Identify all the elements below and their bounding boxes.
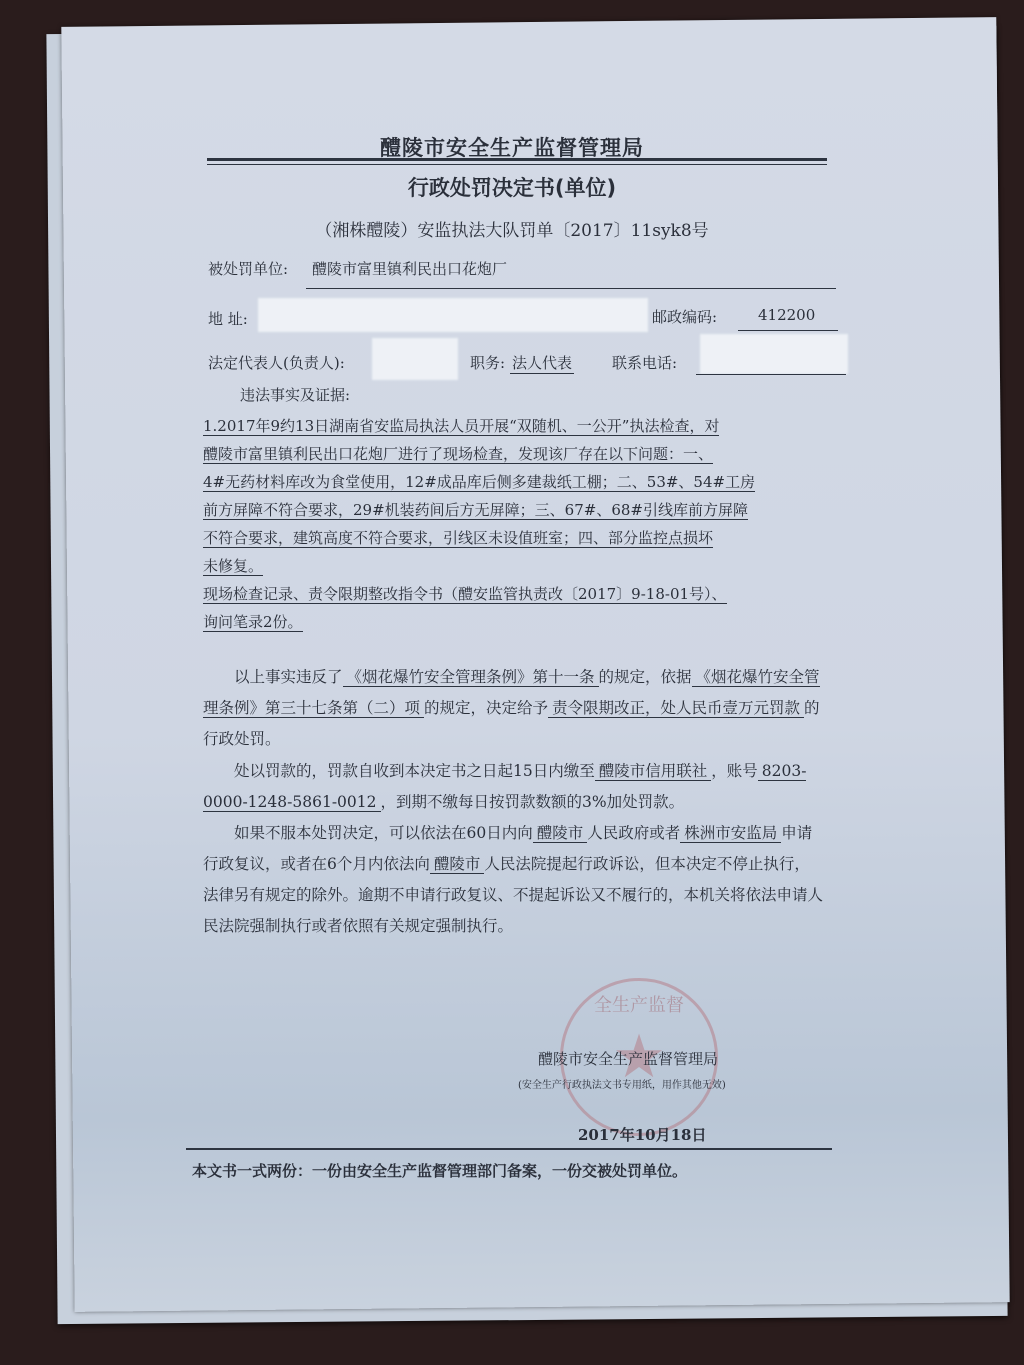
facts-line: 询问笔录2份。 xyxy=(203,613,303,631)
legal-basis: 《烟花爆竹安全管理条例》第三十七条第（二）项 xyxy=(203,668,820,717)
facts-line: 未修复。 xyxy=(203,557,264,575)
facts-line: 不符合要求，建筑高度不符合要求，引线区未设值班室；四、部分监控点损坏 xyxy=(203,529,714,547)
phone-underline xyxy=(696,374,846,375)
signing-agency: 醴陵市安全生产监督管理局 xyxy=(538,1050,719,1068)
document-number: （湘株醴陵）安监执法大队罚单〔2017〕11syk8号 xyxy=(315,221,709,241)
penalized-unit-underline xyxy=(306,288,836,289)
penalized-unit-label: 被处罚单位: xyxy=(208,260,289,278)
facts-line: 现场检查记录、责令限期整改指令书（醴安监管执责改〔2017〕9-18-01号）、 xyxy=(203,585,727,603)
account-number: 8203-0000-1248-5861-0012 xyxy=(203,762,807,811)
seal-star-icon: ★ xyxy=(612,1022,666,1092)
review-government: 醴陵市 xyxy=(533,824,588,843)
footer-divider xyxy=(186,1148,832,1150)
postal-code-underline xyxy=(738,330,838,331)
facts-label: 违法事实及证据: xyxy=(240,386,351,404)
phone-redacted xyxy=(700,334,848,374)
facts-line: 1.2017年9约13日湖南省安监局执法人员开展“双随机、一公开”执法检查，对 xyxy=(203,417,720,435)
issue-date: 2017年10月18日 xyxy=(578,1126,707,1144)
postal-code-label: 邮政编码: xyxy=(652,308,718,326)
document-title: 行政处罚决定书(单位) xyxy=(407,176,617,200)
review-bureau: 株洲市安监局 xyxy=(680,824,781,843)
penalized-unit-value: 醴陵市富里镇利民出口花炮厂 xyxy=(312,260,508,278)
legal-rep-redacted xyxy=(372,338,458,380)
violated-law: 《烟花爆竹安全管理条例》第十一条 xyxy=(343,668,599,687)
facts-line: 前方屏障不符合要求，29#机装药间后方无屏障；三、67#、68#引线库前方屏障 xyxy=(203,501,748,519)
postal-code-value: 412200 xyxy=(758,306,816,324)
facts-line: 醴陵市富里镇利民出口花炮厂进行了现场检查，发现该厂存在以下问题：一、 xyxy=(203,445,714,463)
legal-rep-label: 法定代表人(负责人): xyxy=(208,354,345,372)
position-label: 职务: xyxy=(470,354,506,372)
agency-header: 醴陵市安全生产监督管理局 xyxy=(380,136,644,160)
paper-usage-note: (安全生产行政执法文书专用纸，用作其他无效) xyxy=(518,1080,726,1091)
address-redacted xyxy=(258,298,648,332)
position-value: 法人代表 xyxy=(512,354,573,372)
appeal-paragraph: 如果不服本处罚决定，可以依法在60日内向 醴陵市 人民政府或者 株洲市安监局 申请行政复议，或者在6个月内依法向 醴陵市 人民法院提起行政诉讼，但本决定不停止执行，法律另有规定的除外。逾期不申请行政复议、不提起诉讼又不履行的，本机关将依法申请人民法院强制执行或者依照有关规定强制执行。 xyxy=(203,824,824,935)
payment-paragraph: 处以罚款的，罚款自收到本决定书之日起15日内缴至 醴陵市信用联社 ，账号 8203-0000-1248-5861-0012 ，到期不缴每日按罚款数额的3%加处罚款。 xyxy=(203,762,807,811)
footer-note: 本文书一式两份：一份由安全生产监督管理部门备案，一份交被处罚单位。 xyxy=(192,1162,688,1180)
payment-bank: 醴陵市信用联社 xyxy=(595,762,712,781)
header-divider xyxy=(207,158,827,165)
violation-paragraph: 以上事实违反了 《烟花爆竹安全管理条例》第十一条 的规定，依据 《烟花爆竹安全管理条例》第三十七条第（二）项 的规定，决定给予 责令限期改正，处人民币壹万元罚款 的行政处罚。 xyxy=(203,668,820,748)
address-label: 地 址: xyxy=(208,310,248,328)
litigation-court: 醴陵市 xyxy=(430,855,485,874)
phone-label: 联系电话: xyxy=(612,354,678,372)
facts-list xyxy=(203,412,823,636)
seal-text: 全生产监督 xyxy=(594,995,684,1016)
penalty: 责令限期改正，处人民币壹万元罚款 xyxy=(548,699,804,718)
facts-line: 4#无药材料库改为食堂使用，12#成品库后侧多建裁纸工棚；二、53#、54#工房 xyxy=(203,473,756,491)
